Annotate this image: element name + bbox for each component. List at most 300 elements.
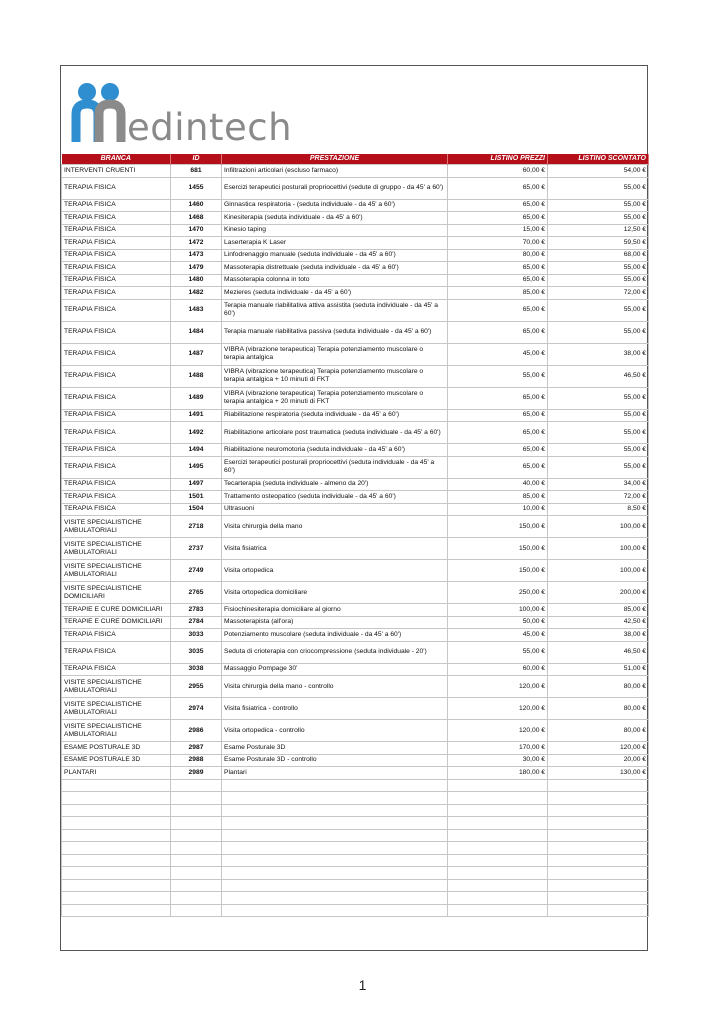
table-row [62,387,649,409]
cell-id: 1460 [171,199,222,212]
cell-branca: TERAPIA FISICA [62,212,171,225]
cell-branca: TERAPIA FISICA [62,343,171,365]
cell-prestazione: Massoterapista (all'ora) [222,616,448,629]
empty-cell [62,892,171,905]
cell-branca: ESAME POSTURALE 3D [62,754,171,767]
cell-listino-scontato: 51,00 € [548,663,649,676]
cell-listino-scontato: 55,00 € [548,456,649,478]
cell-prestazione: Fisiochinesiterapia domiciliare al giorno [222,604,448,617]
empty-cell [448,842,548,855]
cell-prestazione: Riabilitazione neuromotoria (seduta individuale - da 45' a 60') [222,444,448,457]
cell-prestazione: Terapia manuale riabilitativa attiva assistita (seduta individuale - da 45' a 60') [222,299,448,321]
cell-listino-scontato: 100,00 € [548,538,649,560]
cell-id: 1455 [171,177,222,199]
cell-listino-prezzi: 45,00 € [448,629,548,642]
cell-id: 2955 [171,676,222,698]
table-row [62,767,649,780]
table-row [62,478,649,491]
cell-id: 1489 [171,387,222,409]
cell-prestazione: Massaggio Pompage 30' [222,663,448,676]
empty-cell [222,842,448,855]
empty-row [62,829,649,842]
cell-prestazione: Laserterapia K Laser [222,237,448,250]
svg-text:edintech: edintech [127,106,293,148]
cell-branca: TERAPIA FISICA [62,629,171,642]
cell-prestazione: Seduta di crioterapia con criocompressione (seduta individuale - 20') [222,641,448,663]
cell-listino-scontato: 38,00 € [548,629,649,642]
cell-branca: VISITE SPECIALISTICHE AMBULATORIALI [62,720,171,742]
empty-row [62,779,649,792]
cell-prestazione: Infiltrazioni articolari (escluso farmaco) [222,165,448,178]
price-table [61,154,649,917]
empty-row [62,892,649,905]
empty-cell [448,904,548,917]
table-row [62,742,649,755]
empty-cell [62,854,171,867]
price-list-sheet [60,65,648,951]
cell-listino-scontato: 80,00 € [548,698,649,720]
header-branca: BRANCA [62,154,171,165]
cell-listino-scontato: 59,50 € [548,237,649,250]
page-number: 1 [358,977,367,993]
table-row [62,491,649,504]
empty-cell [62,804,171,817]
cell-id: 1497 [171,478,222,491]
cell-id: 1484 [171,321,222,343]
cell-listino-scontato: 55,00 € [548,274,649,287]
cell-listino-scontato: 55,00 € [548,262,649,275]
cell-id: 2988 [171,754,222,767]
cell-id: 1480 [171,274,222,287]
cell-branca: VISITE SPECIALISTICHE AMBULATORIALI [62,698,171,720]
empty-cell [222,804,448,817]
cell-listino-scontato: 80,00 € [548,676,649,698]
cell-listino-prezzi: 65,00 € [448,177,548,199]
cell-listino-scontato: 55,00 € [548,321,649,343]
cell-branca: TERAPIA FISICA [62,503,171,516]
cell-listino-prezzi: 65,00 € [448,274,548,287]
empty-row [62,817,649,830]
cell-listino-prezzi: 80,00 € [448,249,548,262]
empty-cell [448,854,548,867]
cell-listino-prezzi: 85,00 € [448,287,548,300]
cell-branca: TERAPIA FISICA [62,262,171,275]
cell-id: 1501 [171,491,222,504]
empty-cell [222,854,448,867]
cell-branca: ESAME POSTURALE 3D [62,742,171,755]
table-row [62,422,649,444]
table-row [62,444,649,457]
cell-listino-prezzi: 100,00 € [448,604,548,617]
cell-branca: TERAPIA FISICA [62,299,171,321]
table-row [62,343,649,365]
cell-branca: TERAPIA FISICA [62,199,171,212]
cell-branca: TERAPIA FISICA [62,177,171,199]
cell-id: 2989 [171,767,222,780]
empty-row [62,867,649,880]
cell-listino-scontato: 34,00 € [548,478,649,491]
cell-branca: TERAPIE E CURE DOMICILIARI [62,604,171,617]
cell-id: 3035 [171,641,222,663]
empty-cell [171,867,222,880]
header-prestazione: PRESTAZIONE [222,154,448,165]
cell-branca: TERAPIA FISICA [62,237,171,250]
header-listino-scontato: LISTINO SCONTATO [548,154,649,165]
header-listino-prezzi: LISTINO PREZZI [448,154,548,165]
cell-id: 1482 [171,287,222,300]
cell-branca: VISITE SPECIALISTICHE AMBULATORIALI [62,538,171,560]
empty-row [62,904,649,917]
cell-listino-scontato: 38,00 € [548,343,649,365]
cell-branca: PLANTARI [62,767,171,780]
empty-cell [171,829,222,842]
table-row [62,503,649,516]
empty-row [62,804,649,817]
empty-cell [222,829,448,842]
cell-listino-scontato: 72,00 € [548,287,649,300]
cell-id: 2718 [171,516,222,538]
empty-cell [548,779,649,792]
cell-listino-prezzi: 120,00 € [448,698,548,720]
cell-listino-prezzi: 65,00 € [448,387,548,409]
cell-id: 1494 [171,444,222,457]
cell-listino-prezzi: 120,00 € [448,720,548,742]
cell-listino-scontato: 85,00 € [548,604,649,617]
table-row [62,720,649,742]
cell-listino-scontato: 20,00 € [548,754,649,767]
cell-listino-prezzi: 65,00 € [448,199,548,212]
cell-listino-scontato: 72,00 € [548,491,649,504]
empty-cell [171,779,222,792]
cell-prestazione: Tecarterapia (seduta individuale - almeno da 20') [222,478,448,491]
cell-branca: TERAPIA FISICA [62,444,171,457]
cell-listino-scontato: 42,50 € [548,616,649,629]
table-row [62,538,649,560]
table-row [62,199,649,212]
cell-id: 1504 [171,503,222,516]
cell-listino-prezzi: 65,00 € [448,321,548,343]
empty-cell [448,804,548,817]
medintech-logo-graphic [71,78,311,148]
cell-branca: TERAPIA FISICA [62,287,171,300]
cell-id: 2783 [171,604,222,617]
empty-cell [548,892,649,905]
cell-prestazione: Massoterapia colonna in toto [222,274,448,287]
empty-cell [448,817,548,830]
cell-id: 3033 [171,629,222,642]
cell-prestazione: Linfodrenaggio manuale (seduta individuale - da 45' a 60') [222,249,448,262]
cell-listino-prezzi: 70,00 € [448,237,548,250]
cell-listino-prezzi: 40,00 € [448,478,548,491]
cell-id: 681 [171,165,222,178]
cell-id: 1479 [171,262,222,275]
cell-branca: TERAPIE E CURE DOMICILIARI [62,616,171,629]
table-row [62,177,649,199]
cell-branca: INTERVENTI CRUENTI [62,165,171,178]
cell-branca: TERAPIA FISICA [62,491,171,504]
empty-cell [62,879,171,892]
cell-listino-scontato: 55,00 € [548,177,649,199]
table-row [62,516,649,538]
empty-cell [448,879,548,892]
cell-listino-prezzi: 120,00 € [448,676,548,698]
cell-id: 1488 [171,365,222,387]
table-row [62,456,649,478]
cell-id: 2987 [171,742,222,755]
cell-prestazione: Esercizi terapeutici posturali propriocettivi (sedute di gruppo - da 45' a 60') [222,177,448,199]
cell-prestazione: Massoterapia distrettuale (seduta individuale - da 45' a 60') [222,262,448,275]
cell-listino-scontato: 55,00 € [548,387,649,409]
cell-listino-scontato: 12,50 € [548,224,649,237]
cell-listino-prezzi: 65,00 € [448,444,548,457]
cell-id: 1487 [171,343,222,365]
empty-cell [171,804,222,817]
cell-prestazione: Visita chirurgia della mano [222,516,448,538]
cell-prestazione: VIBRA (vibrazione terapeutica) Terapia potenziamento muscolare o terapia antalgica [222,343,448,365]
table-row [62,409,649,422]
cell-listino-prezzi: 60,00 € [448,165,548,178]
empty-cell [448,867,548,880]
cell-branca: TERAPIA FISICA [62,365,171,387]
cell-id: 2749 [171,560,222,582]
empty-cell [448,792,548,805]
empty-cell [548,879,649,892]
table-row [62,224,649,237]
cell-id: 1491 [171,409,222,422]
cell-branca: TERAPIA FISICA [62,478,171,491]
cell-id: 1473 [171,249,222,262]
empty-cell [548,867,649,880]
cell-prestazione: Riabilitazione respiratoria (seduta individuale - da 45' a 60') [222,409,448,422]
empty-cell [222,792,448,805]
empty-cell [548,904,649,917]
table-row [62,287,649,300]
cell-prestazione: Trattamento osteopatico (seduta individuale - da 45' a 60') [222,491,448,504]
empty-cell [222,879,448,892]
cell-id: 1470 [171,224,222,237]
empty-cell [548,817,649,830]
empty-cell [62,867,171,880]
table-row [62,321,649,343]
table-row [62,299,649,321]
empty-cell [548,804,649,817]
table-row [62,629,649,642]
cell-listino-scontato: 46,50 € [548,365,649,387]
empty-cell [62,842,171,855]
cell-listino-scontato: 120,00 € [548,742,649,755]
empty-row [62,854,649,867]
cell-listino-scontato: 100,00 € [548,516,649,538]
cell-listino-scontato: 100,00 € [548,560,649,582]
cell-branca: TERAPIA FISICA [62,274,171,287]
cell-prestazione: Plantari [222,767,448,780]
empty-cell [62,817,171,830]
cell-id: 2765 [171,582,222,604]
cell-id: 2986 [171,720,222,742]
cell-branca: VISITE SPECIALISTICHE AMBULATORIALI [62,560,171,582]
table-row [62,676,649,698]
cell-branca: TERAPIA FISICA [62,663,171,676]
cell-id: 1483 [171,299,222,321]
empty-cell [171,817,222,830]
table-row [62,560,649,582]
table-header-row [62,154,649,165]
cell-prestazione: Esercizi terapeutici posturali propriocettivi (seduta individuale - da 45' a 60') [222,456,448,478]
cell-listino-scontato: 54,00 € [548,165,649,178]
cell-listino-scontato: 8,50 € [548,503,649,516]
empty-cell [448,892,548,905]
cell-branca: TERAPIA FISICA [62,409,171,422]
empty-cell [171,854,222,867]
table-row [62,165,649,178]
cell-id: 2784 [171,616,222,629]
cell-prestazione: Visita fisiatrica [222,538,448,560]
table-row [62,641,649,663]
empty-cell [62,792,171,805]
cell-listino-prezzi: 65,00 € [448,299,548,321]
cell-id: 2974 [171,698,222,720]
cell-id: 1472 [171,237,222,250]
cell-branca: TERAPIA FISICA [62,456,171,478]
cell-listino-prezzi: 65,00 € [448,456,548,478]
cell-listino-scontato: 130,00 € [548,767,649,780]
cell-listino-scontato: 80,00 € [548,720,649,742]
cell-listino-prezzi: 65,00 € [448,262,548,275]
cell-listino-prezzi: 250,00 € [448,582,548,604]
cell-prestazione: Visita chirurgia della mano - controllo [222,676,448,698]
cell-listino-prezzi: 30,00 € [448,754,548,767]
cell-listino-prezzi: 55,00 € [448,365,548,387]
empty-cell [548,829,649,842]
empty-cell [171,792,222,805]
cell-prestazione: Potenziamento muscolare (seduta individuale - da 45' a 60') [222,629,448,642]
cell-prestazione: Kinesio taping [222,224,448,237]
cell-listino-scontato: 55,00 € [548,409,649,422]
cell-listino-prezzi: 65,00 € [448,409,548,422]
cell-prestazione: Visita ortopedica [222,560,448,582]
cell-id: 3038 [171,663,222,676]
cell-id: 1495 [171,456,222,478]
header-id: ID [171,154,222,165]
cell-listino-prezzi: 180,00 € [448,767,548,780]
empty-cell [548,842,649,855]
cell-prestazione: Kinesiterapia (seduta individuale - da 45' a 60') [222,212,448,225]
cell-listino-scontato: 55,00 € [548,212,649,225]
cell-listino-prezzi: 150,00 € [448,538,548,560]
empty-cell [171,842,222,855]
cell-branca: TERAPIA FISICA [62,387,171,409]
cell-prestazione: Terapia manuale riabilitativa passiva (seduta individuale - da 45' a 60') [222,321,448,343]
table-row [62,698,649,720]
cell-branca: TERAPIA FISICA [62,224,171,237]
cell-branca: VISITE SPECIALISTICHE DOMICILIARI [62,582,171,604]
empty-cell [171,904,222,917]
cell-branca: TERAPIA FISICA [62,422,171,444]
cell-id: 2737 [171,538,222,560]
table-row [62,212,649,225]
empty-cell [62,904,171,917]
cell-listino-prezzi: 60,00 € [448,663,548,676]
cell-prestazione: VIBRA (vibrazione terapeutica) Terapia potenziamento muscolare o terapia antalgica + 10 minuti di FKT [222,365,448,387]
cell-listino-scontato: 55,00 € [548,199,649,212]
empty-cell [222,904,448,917]
cell-listino-prezzi: 170,00 € [448,742,548,755]
cell-prestazione: Mezieres (seduta individuale - da 45' a 60') [222,287,448,300]
table-row [62,604,649,617]
empty-cell [222,867,448,880]
empty-cell [62,829,171,842]
cell-id: 1468 [171,212,222,225]
medintech-logo [71,78,311,148]
empty-cell [222,779,448,792]
empty-cell [171,879,222,892]
cell-prestazione: Riabilitazione articolare post traumatica (seduta individuale - da 45' a 60') [222,422,448,444]
cell-listino-prezzi: 150,00 € [448,560,548,582]
table-row [62,237,649,250]
cell-listino-prezzi: 65,00 € [448,212,548,225]
table-row [62,754,649,767]
empty-cell [448,829,548,842]
cell-prestazione: Esame Posturale 3D - controllo [222,754,448,767]
cell-listino-prezzi: 55,00 € [448,641,548,663]
table-row [62,663,649,676]
table-row [62,616,649,629]
cell-prestazione: Visita fisiatrica - controllo [222,698,448,720]
cell-listino-prezzi: 15,00 € [448,224,548,237]
cell-branca: TERAPIA FISICA [62,249,171,262]
cell-branca: TERAPIA FISICA [62,641,171,663]
empty-cell [62,779,171,792]
cell-listino-scontato: 200,00 € [548,582,649,604]
cell-listino-scontato: 55,00 € [548,422,649,444]
empty-row [62,879,649,892]
cell-branca: VISITE SPECIALISTICHE AMBULATORIALI [62,676,171,698]
cell-listino-scontato: 68,00 € [548,249,649,262]
cell-branca: VISITE SPECIALISTICHE AMBULATORIALI [62,516,171,538]
cell-listino-scontato: 55,00 € [548,299,649,321]
empty-cell [548,854,649,867]
table-row [62,582,649,604]
cell-id: 1492 [171,422,222,444]
cell-listino-scontato: 55,00 € [548,444,649,457]
empty-row [62,792,649,805]
empty-cell [222,892,448,905]
cell-listino-prezzi: 65,00 € [448,422,548,444]
table-body [62,165,649,917]
table-row [62,249,649,262]
cell-listino-prezzi: 150,00 € [448,516,548,538]
cell-prestazione: Ultrasuoni [222,503,448,516]
cell-prestazione: VIBRA (vibrazione terapeutica) Terapia potenziamento muscolare o terapia antalgica + 20 minuti di FKT [222,387,448,409]
empty-cell [171,892,222,905]
empty-row [62,842,649,855]
cell-prestazione: Esame Posturale 3D [222,742,448,755]
empty-cell [222,817,448,830]
table-row [62,262,649,275]
cell-listino-prezzi: 50,00 € [448,616,548,629]
cell-listino-prezzi: 85,00 € [448,491,548,504]
cell-prestazione: Visita ortopedica - controllo [222,720,448,742]
cell-listino-prezzi: 45,00 € [448,343,548,365]
cell-listino-scontato: 46,50 € [548,641,649,663]
cell-prestazione: Ginnastica respiratoria - (seduta individuale - da 45' a 60') [222,199,448,212]
cell-listino-prezzi: 10,00 € [448,503,548,516]
table-row [62,274,649,287]
table-row [62,365,649,387]
cell-prestazione: Visita ortopedica domiciliare [222,582,448,604]
cell-branca: TERAPIA FISICA [62,321,171,343]
empty-cell [548,792,649,805]
